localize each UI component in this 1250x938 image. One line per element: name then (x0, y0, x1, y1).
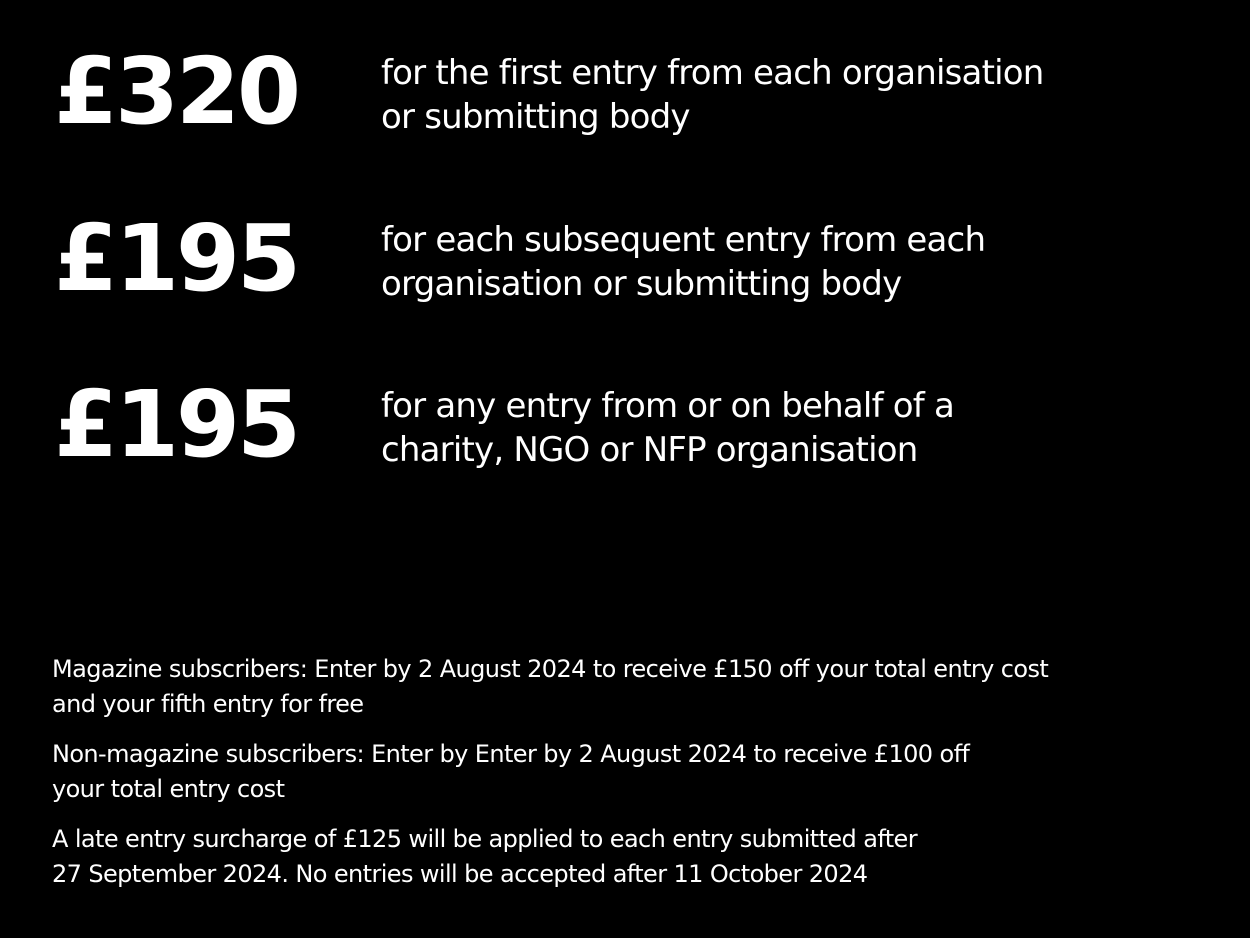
note-magazine-subscribers (52, 652, 1222, 722)
price-description (381, 51, 1181, 139)
price-amount: £195 (54, 371, 299, 478)
price-amount: £320 (54, 38, 299, 145)
price-description-line: organisation or submitting body (381, 264, 902, 304)
note-non-magazine-subscribers (52, 737, 1222, 807)
price-description-line: for each subsequent entry from each (381, 220, 986, 260)
price-row-subsequent-entry (0, 207, 1250, 317)
entry-notes (52, 652, 1222, 907)
note-line: Non-magazine subscribers: Enter by Enter by 2 August 2024 to receive £100 off (52, 740, 970, 768)
price-description (381, 218, 1181, 306)
price-description-line: for the first entry from each organisation (381, 53, 1044, 93)
note-line: A late entry surcharge of £125 will be applied to each entry submitted after (52, 825, 917, 853)
price-description-line: or submitting body (381, 97, 690, 137)
note-line: Magazine subscribers: Enter by 2 August 2024 to receive £150 off your total entry cost (52, 655, 1049, 683)
price-row-first-entry (0, 40, 1250, 150)
price-row-charity-entry (0, 373, 1250, 483)
price-description (381, 384, 1181, 472)
price-description-line: charity, NGO or NFP organisation (381, 430, 918, 470)
price-amount: £195 (54, 205, 299, 312)
note-line: 27 September 2024. No entries will be accepted after 11 October 2024 (52, 860, 868, 888)
note-late-entry-surcharge (52, 822, 1222, 892)
price-description-line: for any entry from or on behalf of a (381, 386, 954, 426)
note-line: your total entry cost (52, 775, 285, 803)
note-line: and your fifth entry for free (52, 690, 364, 718)
